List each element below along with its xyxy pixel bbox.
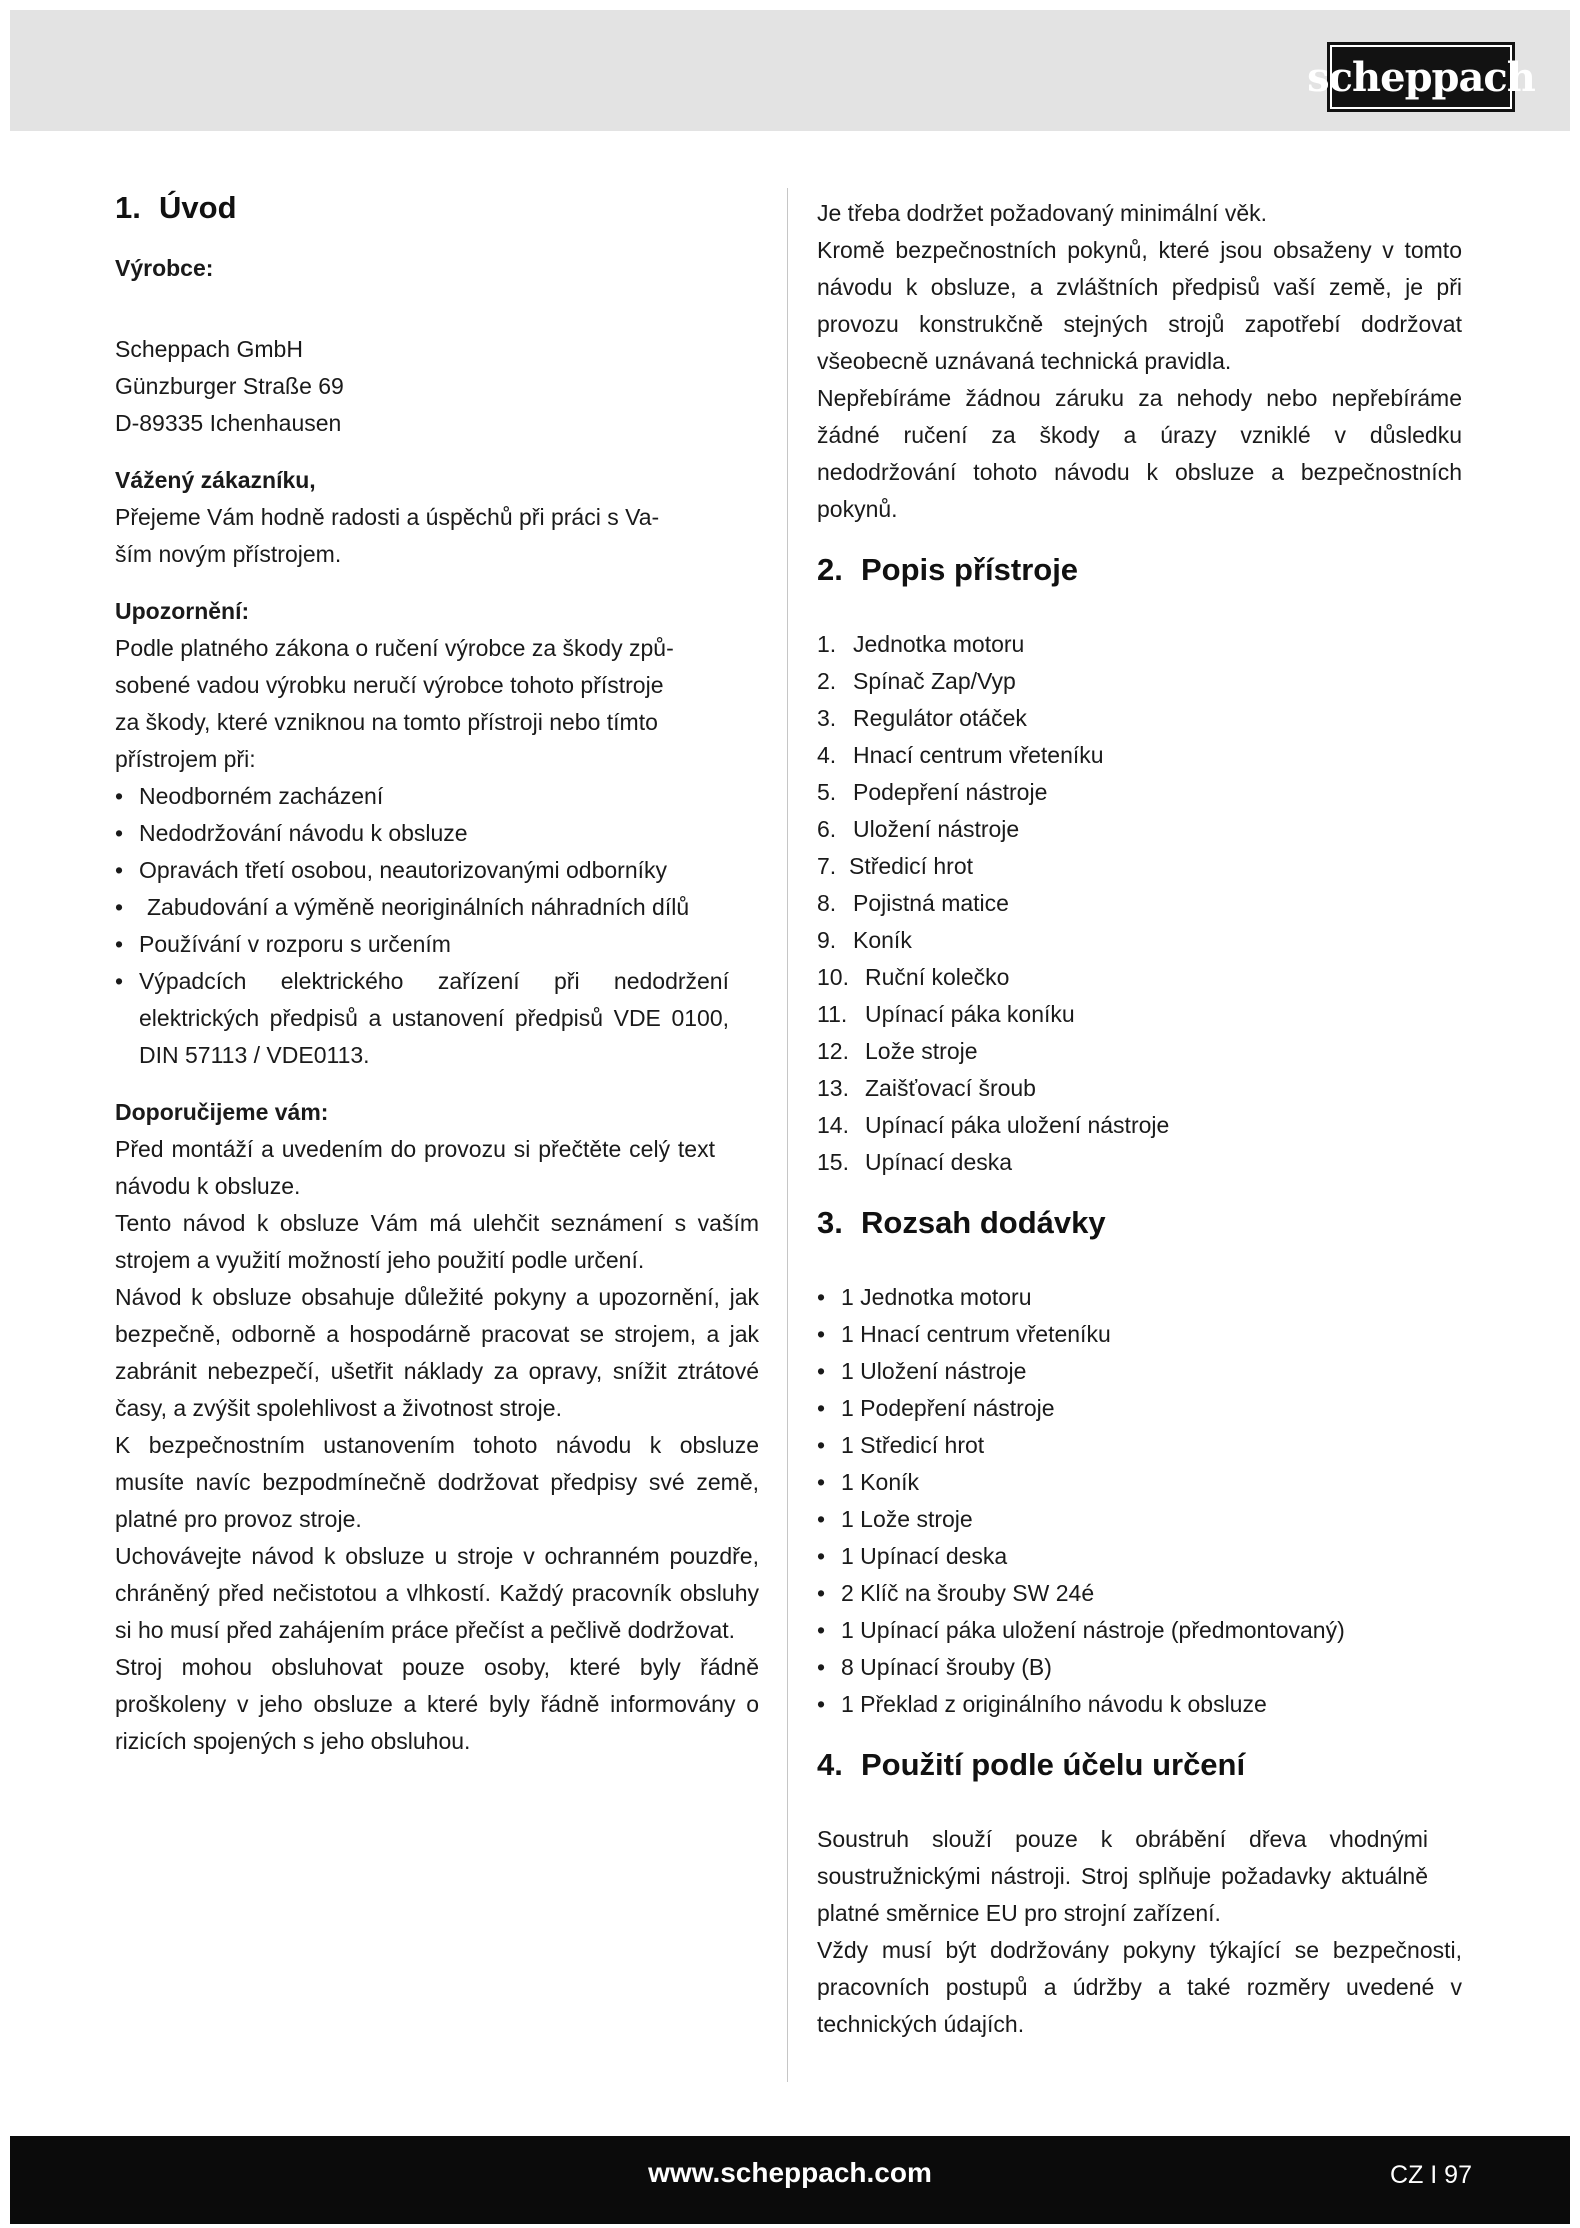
- list-item: 9. Koník: [817, 927, 912, 953]
- list-item: • 1 Upínací páka uložení nástroje (předmontovaný): [817, 1612, 1462, 1649]
- list-item: • 1 Uložení nástroje: [817, 1353, 1462, 1390]
- list-item: • Neodborném zacházení: [115, 778, 759, 815]
- paragraph: Uchovávejte návod k obsluze u stroje v ochranném pouzdře, chráněný před nečistotou a vlhkostí. Každý pracovník obsluhy si ho musí před zahájením práce přečíst a pečlivě dodržovat.: [115, 1543, 759, 1643]
- list-item: 14. Upínací páka uložení nástroje: [817, 1112, 1170, 1138]
- list-item: • 1 Koník: [817, 1464, 1462, 1501]
- list-item: 10. Ruční kolečko: [817, 964, 1010, 990]
- list-item: • 8 Upínací šrouby (B): [817, 1649, 1462, 1686]
- list-item: 12. Lože stroje: [817, 1038, 978, 1064]
- list-item: • Výpadcích elektrického zařízení při nedodržení elektrických předpisů a ustanovení předpisů VDE 0100, DIN 57113 / VDE0113.: [115, 963, 759, 1074]
- list-item: • Zabudování a výměně neoriginálních náhradních dílů: [115, 889, 759, 926]
- paragraph: Stroj mohou obsluhovat pouze osoby, které byly řádně proškoleny v jeho obsluze a které byly řádně informovány o rizicích spojených s jeho obsluhou.: [115, 1654, 759, 1754]
- list-item: 4. Hnací centrum vřeteníku: [817, 742, 1104, 768]
- list-item: 13. Zaišťovací šroub: [817, 1075, 1036, 1101]
- section-heading-scope: 3. Rozsah dodávky: [817, 1205, 1106, 1240]
- paragraph: Kromě bezpečnostních pokynů, které jsou obsaženy v tomto návodu k obsluze, a zvláštních předpisů vaší země, je při provozu konstrukčně stejných strojů zapotřebí dodržovat všeobecně uznávaná technická pravidla.: [817, 237, 1462, 374]
- notice-line: sobené vadou výrobku neručí výrobce tohoto přístroje: [115, 672, 664, 698]
- dear-customer-label: Vážený zákazníku,: [115, 467, 316, 493]
- paragraph: Je třeba dodržet požadovaný minimální věk.: [817, 200, 1268, 226]
- paragraph: Vždy musí být dodržovány pokyny týkající se bezpečnosti, pracovních postupů a údržby a také rozměry uvedené v technických údajích.: [817, 1937, 1462, 2037]
- list-item: 2. Spínač Zap/Vyp: [817, 668, 1016, 694]
- notice-line: za škody, které vzniknou na tomto přístroji nebo tímto: [115, 709, 658, 735]
- paragraph: Tento návod k obsluze Vám má ulehčit seznámení s vaším strojem a využití možností jeho použití podle určení.: [115, 1210, 759, 1273]
- section-heading-description: 2. Popis přístroje: [817, 552, 1079, 587]
- list-item: 8. Pojistná matice: [817, 890, 1009, 916]
- list-item: • 2 Klíč na šrouby SW 24é: [817, 1575, 1462, 1612]
- address-line: Scheppach GmbH: [115, 336, 303, 362]
- paragraph: Soustruh slouží pouze k obrábění dřeva vhodnými soustružnickými nástroji. Stroj splňuje požadavky aktuálně platné směrnice EU pro strojní zařízení.: [817, 1826, 1428, 1926]
- list-item: 1. Jednotka motoru: [817, 631, 1025, 657]
- right-column: [817, 195, 1462, 2043]
- paragraph: Nepřebíráme žádnou záruku za nehody nebo nepřebíráme žádné ručení za škody a úrazy vzniklé v důsledku nedodržování tohoto návodu k obsluze a bezpečnostních pokynů.: [817, 385, 1462, 522]
- scheppach-logo: scheppach: [1327, 42, 1515, 112]
- paragraph: K bezpečnostním ustanovením tohoto návodu k obsluze musíte navíc bezpodmínečně dodržovat předpisy své země, platné pro provoz stroje.: [115, 1432, 759, 1532]
- address-line: Günzburger Straße 69: [115, 373, 344, 399]
- footer-website-link[interactable]: www.scheppach.com: [648, 2157, 932, 2188]
- column-divider: [787, 188, 788, 2082]
- notice-list: [115, 778, 759, 1074]
- paragraph: Návod k obsluze obsahuje důležité pokyny a upozornění, jak bezpečně, odborně a hospodárně pracovat se strojem, a jak zabránit nebezpečí, ušetřit náklady za opravy, snížit ztrátové časy, a zvýšit spolehlivost a životnost stroje.: [115, 1284, 759, 1421]
- list-item: 5. Podepření nástroje: [817, 779, 1048, 805]
- list-item: 7. Středicí hrot: [817, 853, 973, 879]
- scope-list: [817, 1279, 1462, 1723]
- list-item: • 1 Středicí hrot: [817, 1427, 1462, 1464]
- list-item: • 1 Upínací deska: [817, 1538, 1462, 1575]
- list-item: • 1 Jednotka motoru: [817, 1279, 1462, 1316]
- list-item: • Opravách třetí osobou, neautorizovanými odborníky: [115, 852, 759, 889]
- list-item: • 1 Hnací centrum vřeteníku: [817, 1316, 1462, 1353]
- left-column: [115, 188, 759, 1760]
- list-item: • 1 Překlad z originálního návodu k obsluze: [817, 1686, 1462, 1723]
- address-line: D-89335 Ichenhausen: [115, 410, 342, 436]
- page-number: CZ I 97: [1390, 2161, 1472, 2189]
- list-item: • Používání v rozporu s určením: [115, 926, 759, 963]
- list-item: • 1 Lože stroje: [817, 1501, 1462, 1538]
- notice-line: přístrojem při:: [115, 746, 256, 772]
- manufacturer-label: Výrobce:: [115, 255, 214, 281]
- recommend-label: Doporučijeme vám:: [115, 1099, 329, 1125]
- list-item: 6. Uložení nástroje: [817, 816, 1020, 842]
- list-item: • 1 Podepření nástroje: [817, 1390, 1462, 1427]
- dear-customer-line: Přejeme Vám hodně radosti a úspěchů při práci s Va-: [115, 504, 660, 530]
- dear-customer-line: ším novým přístrojem.: [115, 541, 342, 567]
- paragraph: Před montáží a uvedením do provozu si přečtěte celý text návodu k obsluze.: [115, 1136, 715, 1199]
- list-item: • Nedodržování návodu k obsluze: [115, 815, 759, 852]
- section-heading-intended-use: 4. Použití podle účelu určení: [817, 1747, 1246, 1782]
- list-item: 3. Regulátor otáček: [817, 705, 1027, 731]
- section-heading-intro: 1. Úvod: [115, 190, 237, 225]
- parts-list: [817, 626, 1462, 1181]
- notice-label: Upozornění:: [115, 598, 250, 624]
- notice-line: Podle platného zákona o ručení výrobce za škody způ-: [115, 635, 674, 661]
- list-item: 15. Upínací deska: [817, 1149, 1013, 1175]
- list-item: 11. Upínací páka koníku: [817, 1001, 1075, 1027]
